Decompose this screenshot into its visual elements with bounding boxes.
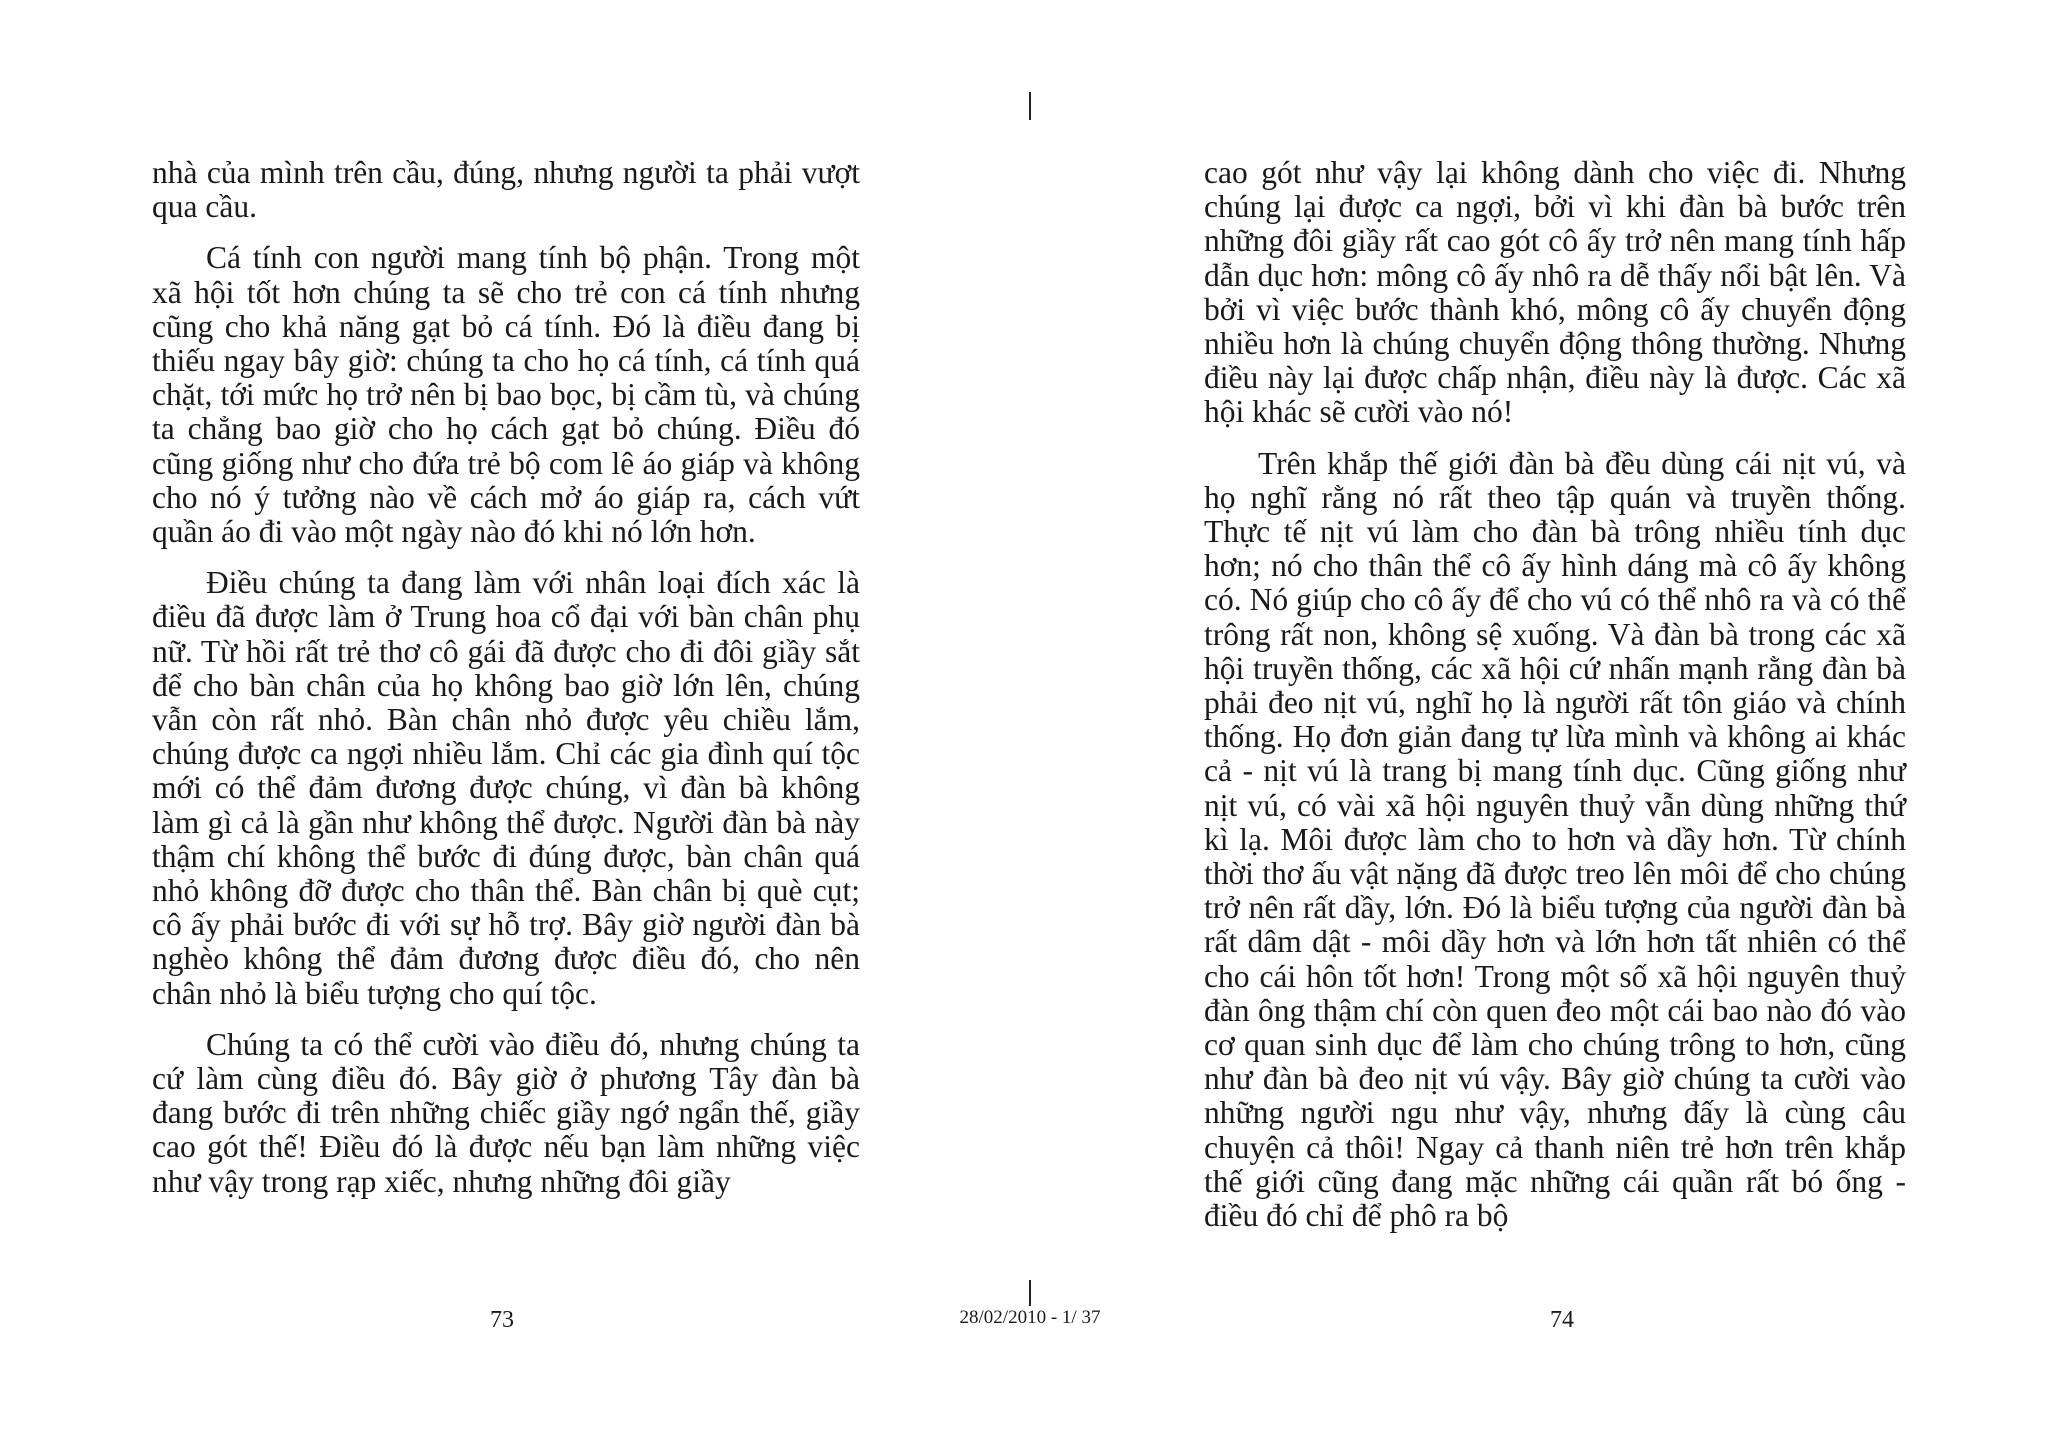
print-date-stamp: 28/02/2010 - 1/ 37 (959, 1307, 1101, 1328)
center-fold-mark-top (1029, 92, 1031, 120)
paragraph: nhà của mình trên cầu, đúng, nhưng người ta phải vượt qua cầu. (152, 155, 860, 225)
right-page-number: 74 (1550, 1307, 1574, 1333)
paragraph: cao gót như vậy lại không dành cho việc đi. Nhưng chúng lại được ca ngợi, bởi vì khi đàn bà bước trên những đôi giầy rất cao gót cô ấy trở nên mang tính hấp dẫn dục hơn: mông cô ấy nhô ra dễ thấy nổi bật lên. Và bởi vì việc bước thành khó, mông cô ấy chuyển động nhiều hơn là chúng chuyển động thông thường. Nhưng điều này lại được chấp nhận, điều này là được. Các xã hội khác sẽ cười vào nó! (1204, 155, 1906, 430)
paragraph: Điều chúng ta đang làm với nhân loại đích xác là điều đã được làm ở Trung hoa cổ đại với bàn chân phụ nữ. Từ hồi rất trẻ thơ cô gái đã được cho đi đôi giầy sắt để cho bàn chân của họ không bao giờ lớn lên, chúng vẫn còn rất nhỏ. Bàn chân nhỏ được yêu chiều lắm, chúng được ca ngợi nhiều lắm. Chỉ các gia đình quí tộc mới có thể đảm đương được chúng, vì đàn bà không làm gì cả là gần như không thể được. Người đàn bà này thậm chí không thể bước đi đúng được, bàn chân quá nhỏ không đỡ được cho thân thể. Bàn chân bị què cụt; cô ấy phải bước đi với sự hỗ trợ. Bây giờ người đàn bà nghèo không thể đảm đương được điều đó, cho nên chân nhỏ là biểu tượng cho quí tộc. (152, 565, 860, 1011)
center-fold-mark-bottom (1029, 1280, 1031, 1306)
paragraph: Cá tính con người mang tính bộ phận. Trong một xã hội tốt hơn chúng ta sẽ cho trẻ con cá tính nhưng cũng cho khả năng gạt bỏ cá tính. Đó là điều đang bị thiếu ngay bây giờ: chúng ta cho họ cá tính, cá tính quá chặt, tới mức họ trở nên bị bao bọc, bị cầm tù, và chúng ta chẳng bao giờ cho họ cách gạt bỏ chúng. Điều đó cũng giống như cho đứa trẻ bộ com lê áo giáp và không cho nó ý tưởng nào về cách mở áo giáp ra, cách vứt quần áo đi vào một ngày nào đó khi nó lớn hơn. (152, 240, 860, 550)
right-page-text (1204, 156, 1906, 1250)
paragraph: Chúng ta có thể cười vào điều đó, nhưng chúng ta cứ làm cùng điều đó. Bây giờ ở phương Tây đàn bà đang bước đi trên những chiếc giầy ngớ ngẩn thế, giầy cao gót thế! Điều đó là được nếu bạn làm những việc như vậy trong rạp xiếc, nhưng những đôi giầy (152, 1026, 860, 1199)
left-page-number: 73 (490, 1307, 514, 1333)
left-page-text (152, 156, 860, 1216)
paragraph: Trên khắp thế giới đàn bà đều dùng cái nịt vú, và họ nghĩ rằng nó rất theo tập quán và truyền thống. Thực tế nịt vú làm cho đàn bà trông nhiều tính dục hơn; nó cho thân thể cô ấy hình dáng mà cô ấy không có. Nó giúp cho cô ấy để cho vú có thể nhô ra và có thể trông rất non, không sệ xuống. Và đàn bà trong các xã hội truyền thống, các xã hội cứ nhấn mạnh rằng đàn bà phải đeo nịt vú, nghĩ họ là người rất tôn giáo và chính thống. Họ đơn giản đang tự lừa mình và không ai khác cả - nịt vú là trang bị mang tính dục. Cũng giống như nịt vú, có vài xã hội nguyên thuỷ vẫn dùng những thứ kì lạ. Môi được làm cho to hơn và dầy hơn. Từ chính thời thơ ấu vật nặng đã được treo lên môi để cho chúng trở nên rất dầy, lớn. Đó là biểu tượng của người đàn bà rất dâm dật - môi dầy hơn và lớn hơn tất nhiên có thể cho cái hôn tốt hơn! Trong một số xã hội nguyên thuỷ đàn ông thậm chí còn quen đeo một cái bao nào đó vào cơ quan sinh dục để làm cho chúng trông to hơn, cũng như đàn bà đeo nịt vú vậy. Bây giờ chúng ta cười vào những người ngu như vậy, nhưng đấy là cùng câu chuyện cả thôi! Ngay cả thanh niên trẻ hơn trên khắp thế giới cũng đang mặc những cái quần rất bó ống - điều đó chỉ để phô ra bộ (1204, 445, 1906, 1234)
